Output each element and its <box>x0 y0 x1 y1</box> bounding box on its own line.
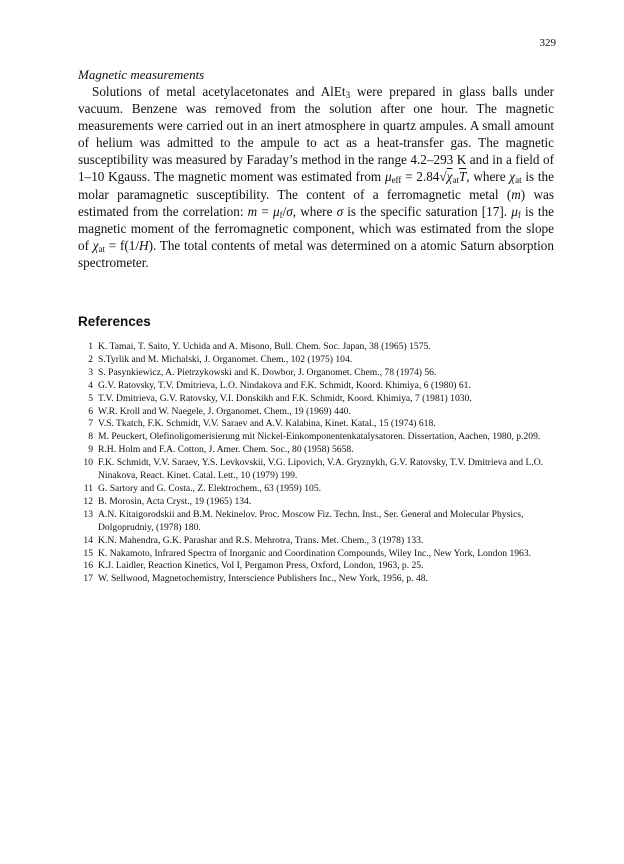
paragraph-text <box>78 83 554 271</box>
symbol-chi: χ <box>509 169 516 185</box>
reference-number: 2 <box>88 353 93 365</box>
reference-number: 10 <box>83 457 93 469</box>
text-run: ). The total contents of metal was determined on a atomic Saturn absorption spectrometer. <box>78 237 554 270</box>
reference-number: 8 <box>88 431 93 443</box>
reference-number: 12 <box>83 495 93 507</box>
reference-text: B. Morosin, Acta Cryst., 19 (1965) 134. <box>98 495 252 507</box>
symbol-h: H <box>139 237 149 253</box>
subscript: f <box>517 209 521 220</box>
reference-item <box>78 341 554 354</box>
reference-item <box>78 406 554 419</box>
symbol-sigma: σ <box>286 203 293 219</box>
text-run: ) was estimated from the correlation: <box>78 186 554 219</box>
text-run: is the molar paramagnetic susceptibility. The content of a ferromagnetic metal ( <box>78 169 554 202</box>
reference-text: S.Tyrlik and M. Michalski, J. Organomet. Chem., 102 (1975) 104. <box>98 353 353 365</box>
text-run: , where <box>466 169 510 185</box>
reference-number: 6 <box>88 405 93 417</box>
reference-text: V.S. Tkatch, F.K. Schmidt, V.V. Saraev and A.V. Kalabina, Kinet. Katal., 15 (1974) 618. <box>98 418 436 430</box>
reference-number: 11 <box>83 482 93 494</box>
text-run: / <box>282 203 287 219</box>
reference-number: 15 <box>83 547 93 559</box>
symbol-chi: χ <box>92 237 99 253</box>
reference-item <box>78 431 554 444</box>
reference-text: F.K. Schmidt, V.V. Saraev, Y.S. Levkovskii, V.G. Lipovich, V.A. Gryznykh, G.V. Ratovsky, T.V. Dmitrieva and L.O. Ninakova, React. Kinet. Catal. Lett., 10 (1979) 199. <box>98 457 544 482</box>
symbol-mu: μ <box>384 169 392 185</box>
symbol-mu: μ <box>272 203 280 219</box>
reference-text: A.N. Kitaigorodskii and B.M. Nekinelov. Proc. Moscow Fiz. Techn. Inst., Ser. General and Molecular Physics, Dolgoprudniy, (1978) 180. <box>98 508 524 533</box>
subscript: f <box>279 209 283 220</box>
reference-number: 7 <box>88 418 93 430</box>
text-run: Solutions of metal acetylacetonates and AlEt <box>92 84 346 99</box>
reference-text: K.N. Mahendra, G.K. Parashar and R.S. Mehrotra, Trans. Met. Chem., 3 (1978) 133. <box>98 534 424 546</box>
reference-number: 9 <box>88 444 93 456</box>
reference-item <box>78 367 554 380</box>
reference-item <box>78 380 554 393</box>
text-run: is the magnetic moment of the ferromagnetic component, which was estimated from the slope of <box>78 203 555 253</box>
subscript: eff <box>391 175 402 186</box>
symbol-t: $\overline{T}$ <box>458 169 467 185</box>
reference-item <box>78 573 554 586</box>
reference-item <box>78 496 554 509</box>
reference-text: T.V. Dmitrieva, G.V. Ratovsky, V.I. Donskikh and F.K. Schmidt, Koord. Khimiya, 7 (1981) 1030. <box>98 392 472 404</box>
subscript: 3 <box>345 90 351 100</box>
section-title: Magnetic measurements <box>78 67 205 82</box>
reference-item <box>78 483 554 496</box>
symbol-chi: χ <box>446 169 453 185</box>
body-paragraph <box>78 83 554 271</box>
text-run: = <box>257 203 273 219</box>
symbol-m: m <box>247 203 258 219</box>
subscript: at <box>452 175 459 186</box>
reference-text: K.J. Laidler, Reaction Kinetics, Vol I, Pergamon Press, Oxford, London, 1963, p. 25. <box>98 560 424 572</box>
reference-text: S. Pasynkiewicz, A. Pietrzykowski and K. Dowbor, J. Organomet. Chem., 78 (1974) 56. <box>98 366 437 378</box>
subscript: at <box>98 243 106 254</box>
reference-item <box>78 548 554 561</box>
reference-text: W. Sellwood, Magnetochemistry, Interscience Publishers Inc., New York, 1956, p. 48. <box>98 573 428 585</box>
reference-item <box>78 535 554 548</box>
reference-text: M. Peuckert, Olefinoligomerisierung mit Nickel-Einkomponentenkatalysatoren. Dissertation, Aachen, 1980, p.209. <box>98 431 541 443</box>
reference-text: R.H. Holm and F.A. Cotton, J. Amer. Chem. Soc., 80 (1958) 5658. <box>98 444 354 456</box>
symbol-m: m <box>511 186 521 202</box>
references-heading: References <box>78 314 151 329</box>
reference-item <box>78 418 554 431</box>
text-run: = f(1/ <box>105 237 140 253</box>
reference-number: 3 <box>88 366 93 378</box>
text-run: is the specific saturation [17]. <box>343 203 512 219</box>
references-list <box>78 341 554 586</box>
reference-item <box>78 393 554 406</box>
reference-text: K. Nakamoto, Infrared Spectra of Inorganic and Coordination Compounds, Wiley Inc., New York, London 1963. <box>98 547 532 559</box>
reference-item <box>78 509 554 535</box>
text-run: , where <box>292 203 337 219</box>
reference-number: 17 <box>83 573 93 585</box>
reference-number: 1 <box>88 341 93 352</box>
text-run: = 2.84√ <box>401 169 447 185</box>
reference-item <box>78 354 554 367</box>
reference-text: G. Sartory and G. Costa., Z. Elektrochem., 63 (1959) 105. <box>98 482 322 494</box>
reference-number: 14 <box>83 534 93 546</box>
reference-item <box>78 444 554 457</box>
reference-number: 4 <box>88 379 93 391</box>
reference-number: 5 <box>88 392 93 404</box>
subscript: at <box>515 175 522 186</box>
reference-text: W.R. Kroll and W. Naegele, J. Organomet. Chem., 19 (1969) 440. <box>98 405 351 417</box>
reference-number: 16 <box>83 560 93 572</box>
symbol-sigma: σ <box>336 203 344 219</box>
page-number: 329 <box>539 37 556 49</box>
reference-item <box>78 457 554 483</box>
reference-text: G.V. Ratovsky, T.V. Dmitrieva, L.O. Nindakova and F.K. Schmidt, Koord. Khimiya, 6 (1980) 61. <box>98 379 471 391</box>
reference-number: 13 <box>83 508 93 520</box>
text-run: were prepared in glass balls under vacuum. Benzene was removed from the solution after one hour. The magnetic measurements were carried out in an inert atmosphere in quartz ampules. A small amount of helium was admitted to the ampule to act as a heat-transfer gas. The magnetic susceptibility was measured by Faraday’s method in the range 4.2–293 K and in a field of 1–10 Kgauss. The magnetic moment was estimated from <box>78 84 555 185</box>
reference-text: K. Tamai, T. Saito, Y. Uchida and A. Misono, Bull. Chem. Soc. Japan, 38 (1965) 1575. <box>98 341 431 352</box>
reference-item <box>78 560 554 573</box>
symbol-mu: μ <box>511 203 518 219</box>
